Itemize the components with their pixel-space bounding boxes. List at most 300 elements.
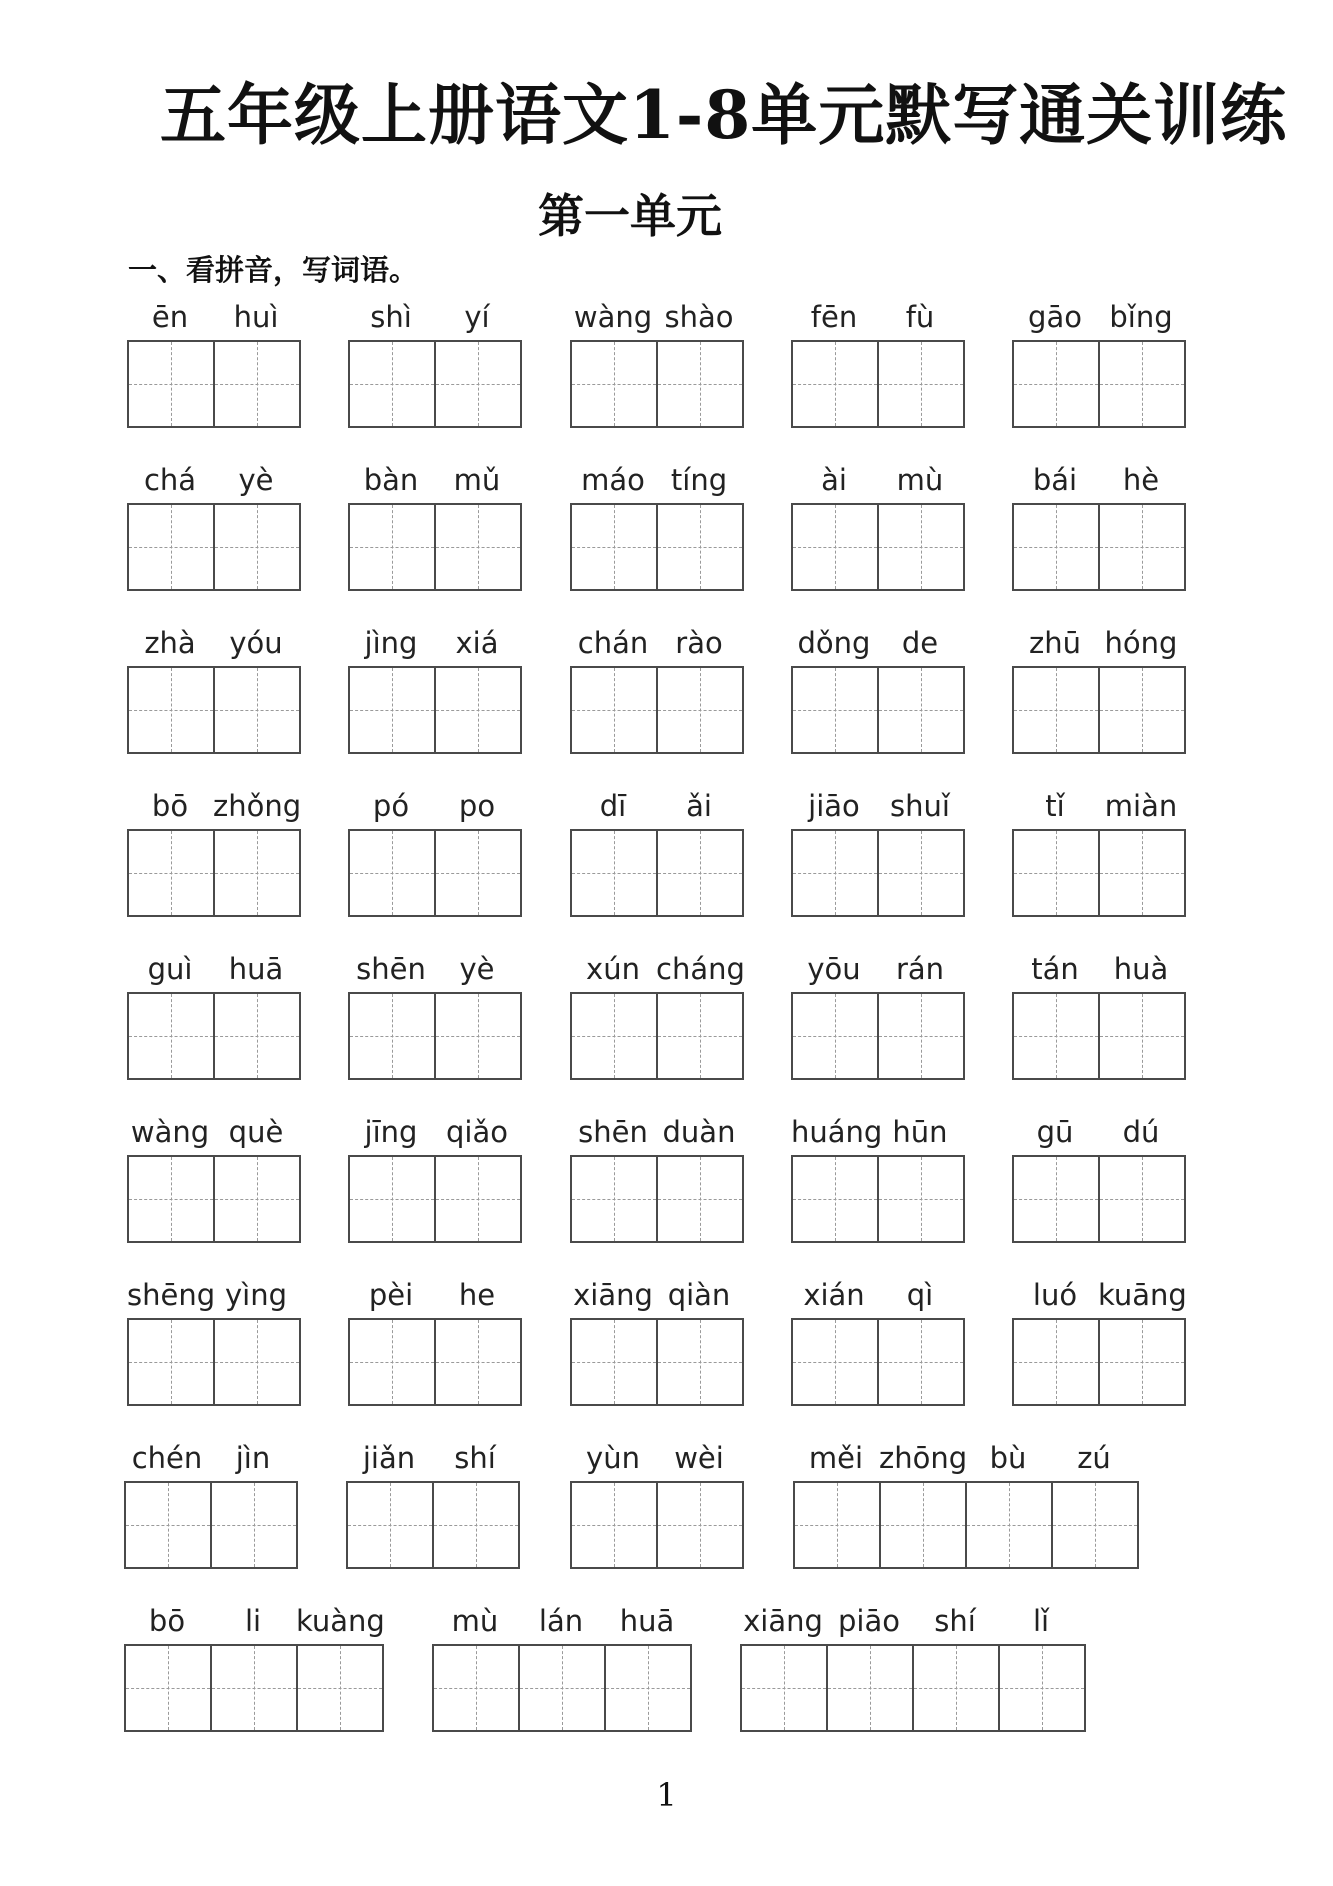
- writing-box-group: [348, 1318, 522, 1406]
- tianzige-writing-cell[interactable]: [793, 342, 879, 426]
- pinyin-word-item: [1012, 785, 1186, 917]
- pinyin-row: [348, 459, 522, 503]
- pinyin-syllable: dī: [599, 789, 627, 823]
- tianzige-writing-cell[interactable]: [1014, 1157, 1100, 1241]
- pinyin-row: [791, 459, 965, 503]
- tianzige-writing-cell[interactable]: [658, 342, 744, 426]
- pinyin-row: [791, 296, 965, 340]
- pinyin-syllable: wàng: [573, 300, 653, 334]
- tianzige-writing-cell[interactable]: [129, 505, 215, 589]
- pinyin-word-item: [570, 948, 744, 1080]
- tianzige-writing-cell[interactable]: [1100, 505, 1186, 589]
- tianzige-writing-cell[interactable]: [793, 994, 879, 1078]
- tianzige-writing-cell[interactable]: [1014, 831, 1100, 915]
- tianzige-writing-cell[interactable]: [658, 505, 744, 589]
- pinyin-row: [570, 459, 744, 503]
- writing-box-group: [127, 503, 301, 591]
- pinyin-syllable: po: [458, 789, 496, 823]
- tianzige-writing-cell[interactable]: [1014, 342, 1100, 426]
- pinyin-word-item: [740, 1600, 1086, 1732]
- pinyin-word-item: [570, 1274, 744, 1406]
- pinyin-word-item: [127, 1111, 301, 1243]
- pinyin-row: [791, 785, 965, 829]
- tianzige-writing-cell[interactable]: [129, 1157, 215, 1241]
- tianzige-writing-cell[interactable]: [298, 1646, 384, 1730]
- tianzige-writing-cell[interactable]: [436, 1157, 522, 1241]
- tianzige-writing-cell[interactable]: [436, 342, 522, 426]
- tianzige-writing-cell[interactable]: [436, 505, 522, 589]
- pinyin-word-item: [1012, 1111, 1186, 1243]
- pinyin-syllable: huā: [228, 952, 284, 986]
- pinyin-word-item: [791, 785, 965, 917]
- pinyin-word-item: [348, 459, 522, 591]
- pinyin-row: [1012, 296, 1186, 340]
- tianzige-writing-cell[interactable]: [1100, 342, 1186, 426]
- pinyin-syllable: cháng: [656, 952, 745, 986]
- pinyin-row: [432, 1600, 692, 1644]
- pinyin-syllable: guì: [147, 952, 193, 986]
- tianzige-writing-cell[interactable]: [1100, 668, 1186, 752]
- pinyin-syllable: yè: [459, 952, 495, 986]
- writing-box-group: [348, 992, 522, 1080]
- tianzige-writing-cell[interactable]: [126, 1646, 212, 1730]
- tianzige-writing-cell[interactable]: [879, 831, 965, 915]
- tianzige-writing-cell[interactable]: [881, 1483, 967, 1567]
- tianzige-writing-cell[interactable]: [436, 668, 522, 752]
- pinyin-word-item: [791, 622, 965, 754]
- pinyin-syllable: shí: [454, 1441, 496, 1475]
- pinyin-syllable: de: [901, 626, 939, 660]
- tianzige-writing-cell[interactable]: [879, 994, 965, 1078]
- pinyin-syllable: tíng: [670, 463, 728, 497]
- pinyin-row: [124, 1437, 298, 1481]
- pinyin-row: [348, 1111, 522, 1155]
- pinyin-row: [348, 1274, 522, 1318]
- pinyin-syllable: ài: [821, 463, 847, 497]
- pinyin-syllable: shēng: [127, 1278, 216, 1312]
- tianzige-writing-cell[interactable]: [1100, 1157, 1186, 1241]
- tianzige-writing-cell[interactable]: [914, 1646, 1000, 1730]
- tianzige-writing-cell[interactable]: [129, 342, 215, 426]
- tianzige-writing-cell[interactable]: [572, 994, 658, 1078]
- tianzige-writing-cell[interactable]: [212, 1483, 298, 1567]
- tianzige-writing-cell[interactable]: [129, 1320, 215, 1404]
- writing-box-group: [432, 1644, 692, 1732]
- pinyin-row: [1012, 1111, 1186, 1155]
- pinyin-syllable: xiāng: [743, 1604, 823, 1638]
- pinyin-syllable: huáng: [791, 1115, 883, 1149]
- writing-box-group: [346, 1481, 520, 1569]
- pinyin-syllable: dǒng: [797, 626, 871, 660]
- pinyin-syllable: jìng: [364, 626, 418, 660]
- tianzige-writing-cell[interactable]: [436, 1320, 522, 1404]
- pinyin-word-item: [793, 1437, 1139, 1569]
- pinyin-syllable: zhà: [144, 626, 196, 660]
- tianzige-writing-cell[interactable]: [879, 668, 965, 752]
- pinyin-word-item: [570, 1111, 744, 1243]
- tianzige-writing-cell[interactable]: [1014, 994, 1100, 1078]
- pinyin-word-item: [1012, 296, 1186, 428]
- tianzige-writing-cell[interactable]: [879, 1157, 965, 1241]
- pinyin-word-item: [570, 622, 744, 754]
- tianzige-writing-cell[interactable]: [434, 1646, 520, 1730]
- tianzige-writing-cell[interactable]: [348, 1483, 434, 1567]
- pinyin-syllable: piāo: [838, 1604, 900, 1638]
- tianzige-writing-cell[interactable]: [658, 831, 744, 915]
- tianzige-writing-cell[interactable]: [1100, 994, 1186, 1078]
- pinyin-word-item: [1012, 622, 1186, 754]
- tianzige-writing-cell[interactable]: [520, 1646, 606, 1730]
- tianzige-writing-cell[interactable]: [215, 994, 301, 1078]
- pinyin-syllable: máo: [581, 463, 645, 497]
- tianzige-writing-cell[interactable]: [1000, 1646, 1086, 1730]
- pinyin-word-item: [348, 785, 522, 917]
- pinyin-word-item: [791, 1274, 965, 1406]
- tianzige-writing-cell[interactable]: [658, 1320, 744, 1404]
- pinyin-syllable: měi: [808, 1441, 864, 1475]
- pinyin-syllable: gū: [1036, 1115, 1074, 1149]
- pinyin-syllable: hūn: [892, 1115, 948, 1149]
- pinyin-row: [346, 1437, 520, 1481]
- pinyin-syllable: què: [228, 1115, 284, 1149]
- pinyin-syllable: yè: [238, 463, 274, 497]
- tianzige-writing-cell[interactable]: [215, 831, 301, 915]
- writing-box-group: [348, 340, 522, 428]
- pinyin-syllable: zhǒng: [213, 789, 302, 823]
- tianzige-writing-cell[interactable]: [658, 668, 744, 752]
- pinyin-word-item: [1012, 459, 1186, 591]
- tianzige-writing-cell[interactable]: [793, 1320, 879, 1404]
- pinyin-word-item: [348, 622, 522, 754]
- pinyin-row: [127, 459, 301, 503]
- pinyin-row: [124, 1600, 384, 1644]
- pinyin-syllable: lán: [538, 1604, 584, 1638]
- pinyin-syllable: zhū: [1029, 626, 1081, 660]
- pinyin-syllable: shí: [934, 1604, 976, 1638]
- pinyin-row: [793, 1437, 1139, 1481]
- tianzige-writing-cell[interactable]: [572, 342, 658, 426]
- pinyin-word-item: [127, 785, 301, 917]
- pinyin-syllable: wàng: [130, 1115, 210, 1149]
- pinyin-word-item: [127, 296, 301, 428]
- writing-box-group: [127, 1155, 301, 1243]
- pinyin-row: [1012, 1274, 1186, 1318]
- tianzige-writing-cell[interactable]: [212, 1646, 298, 1730]
- pinyin-row: [570, 1437, 744, 1481]
- pinyin-syllable: jìn: [235, 1441, 271, 1475]
- pinyin-syllable: bō: [151, 789, 189, 823]
- pinyin-syllable: chán: [577, 626, 649, 660]
- tianzige-writing-cell[interactable]: [129, 831, 215, 915]
- pinyin-syllable: jiāo: [808, 789, 860, 823]
- pinyin-word-item: [127, 948, 301, 1080]
- pinyin-syllable: qiàn: [667, 1278, 731, 1312]
- tianzige-writing-cell[interactable]: [436, 994, 522, 1078]
- pinyin-syllable: yí: [464, 300, 490, 334]
- writing-box-group: [791, 666, 965, 754]
- pinyin-syllable: shēn: [356, 952, 426, 986]
- tianzige-writing-cell[interactable]: [350, 994, 436, 1078]
- pinyin-word-item: [570, 1437, 744, 1569]
- tianzige-writing-cell[interactable]: [572, 1157, 658, 1241]
- pinyin-row: [570, 1111, 744, 1155]
- pinyin-syllable: fù: [905, 300, 935, 334]
- pinyin-syllable: shēn: [578, 1115, 648, 1149]
- pinyin-syllable: lǐ: [1032, 1604, 1050, 1638]
- pinyin-row: [570, 296, 744, 340]
- pinyin-syllable: ǎi: [686, 789, 712, 823]
- page-title: 五年级上册语文1-8单元默写通关训练: [160, 76, 1288, 154]
- pinyin-row: [127, 785, 301, 829]
- pinyin-word-item: [127, 1274, 301, 1406]
- pinyin-syllable: yōu: [807, 952, 861, 986]
- writing-box-group: [124, 1644, 384, 1732]
- tianzige-writing-cell[interactable]: [129, 994, 215, 1078]
- pinyin-row: [127, 622, 301, 666]
- writing-box-group: [348, 666, 522, 754]
- pinyin-row: [348, 296, 522, 340]
- tianzige-writing-cell[interactable]: [350, 1320, 436, 1404]
- pinyin-syllable: wèi: [674, 1441, 724, 1475]
- tianzige-writing-cell[interactable]: [572, 505, 658, 589]
- pinyin-row: [127, 1111, 301, 1155]
- writing-box-group: [1012, 503, 1186, 591]
- section-instruction: 一、看拼音，写词语。: [128, 253, 419, 287]
- pinyin-row: [348, 948, 522, 992]
- writing-box-group: [1012, 1318, 1186, 1406]
- tianzige-writing-cell[interactable]: [879, 505, 965, 589]
- writing-box-group: [791, 829, 965, 917]
- pinyin-syllable: shuǐ: [890, 789, 950, 823]
- pinyin-syllable: qì: [906, 1278, 934, 1312]
- tianzige-writing-cell[interactable]: [658, 1157, 744, 1241]
- pinyin-syllable: rán: [895, 952, 945, 986]
- pinyin-word-item: [791, 459, 965, 591]
- pinyin-syllable: tán: [1031, 952, 1079, 986]
- pinyin-syllable: yùn: [586, 1441, 640, 1475]
- writing-box-group: [570, 666, 744, 754]
- pinyin-row: [570, 948, 744, 992]
- tianzige-writing-cell[interactable]: [879, 1320, 965, 1404]
- pinyin-row: [570, 785, 744, 829]
- pinyin-word-item: [348, 948, 522, 1080]
- writing-box-group: [124, 1481, 298, 1569]
- tianzige-writing-cell[interactable]: [1014, 668, 1100, 752]
- pinyin-word-item: [791, 948, 965, 1080]
- writing-box-group: [348, 829, 522, 917]
- writing-box-group: [791, 1155, 965, 1243]
- pinyin-syllable: zhōng: [879, 1441, 968, 1475]
- writing-box-group: [570, 340, 744, 428]
- pinyin-word-item: [570, 459, 744, 591]
- tianzige-writing-cell[interactable]: [350, 505, 436, 589]
- writing-box-group: [570, 1481, 744, 1569]
- tianzige-writing-cell[interactable]: [126, 1483, 212, 1567]
- pinyin-syllable: miàn: [1104, 789, 1178, 823]
- tianzige-writing-cell[interactable]: [350, 831, 436, 915]
- pinyin-syllable: xiāng: [573, 1278, 653, 1312]
- tianzige-writing-cell[interactable]: [572, 668, 658, 752]
- unit-heading: 第一单元: [538, 189, 722, 243]
- pinyin-row: [791, 1274, 965, 1318]
- pinyin-row: [791, 1111, 965, 1155]
- tianzige-writing-cell[interactable]: [215, 1320, 301, 1404]
- tianzige-writing-cell[interactable]: [742, 1646, 828, 1730]
- pinyin-syllable: zú: [1077, 1441, 1111, 1475]
- tianzige-writing-cell[interactable]: [1100, 1320, 1186, 1404]
- pinyin-word-item: [791, 296, 965, 428]
- writing-box-group: [1012, 1155, 1186, 1243]
- pinyin-syllable: xiá: [455, 626, 499, 660]
- pinyin-word-item: [127, 622, 301, 754]
- pinyin-word-item: [124, 1600, 384, 1732]
- writing-box-group: [570, 503, 744, 591]
- pinyin-word-item: [570, 785, 744, 917]
- pinyin-word-item: [1012, 948, 1186, 1080]
- pinyin-syllable: bù: [989, 1441, 1027, 1475]
- writing-box-group: [570, 1155, 744, 1243]
- pinyin-syllable: hè: [1122, 463, 1160, 497]
- writing-box-group: [570, 992, 744, 1080]
- pinyin-row: [740, 1600, 1086, 1644]
- pinyin-syllable: xián: [803, 1278, 865, 1312]
- pinyin-syllable: dú: [1122, 1115, 1160, 1149]
- writing-box-group: [791, 992, 965, 1080]
- pinyin-syllable: rào: [675, 626, 723, 660]
- tianzige-writing-cell[interactable]: [795, 1483, 881, 1567]
- writing-box-group: [1012, 340, 1186, 428]
- writing-box-group: [740, 1644, 1086, 1732]
- writing-box-group: [791, 340, 965, 428]
- tianzige-writing-cell[interactable]: [967, 1483, 1053, 1567]
- pinyin-syllable: fēn: [810, 300, 858, 334]
- writing-box-group: [127, 992, 301, 1080]
- pinyin-row: [127, 1274, 301, 1318]
- tianzige-writing-cell[interactable]: [606, 1646, 692, 1730]
- pinyin-syllable: shào: [664, 300, 734, 334]
- writing-box-group: [127, 1318, 301, 1406]
- pinyin-syllable: bǐng: [1109, 300, 1173, 334]
- pinyin-syllable: chá: [143, 463, 197, 497]
- tianzige-writing-cell[interactable]: [436, 831, 522, 915]
- pinyin-syllable: chén: [131, 1441, 203, 1475]
- pinyin-row: [1012, 948, 1186, 992]
- pinyin-syllable: hóng: [1104, 626, 1178, 660]
- pinyin-word-item: [791, 1111, 965, 1243]
- tianzige-writing-cell[interactable]: [215, 505, 301, 589]
- tianzige-writing-cell[interactable]: [793, 831, 879, 915]
- writing-box-group: [570, 829, 744, 917]
- tianzige-writing-cell[interactable]: [1014, 1320, 1100, 1404]
- tianzige-writing-cell[interactable]: [434, 1483, 520, 1567]
- tianzige-writing-cell[interactable]: [828, 1646, 914, 1730]
- tianzige-writing-cell[interactable]: [215, 668, 301, 752]
- tianzige-writing-cell[interactable]: [215, 1157, 301, 1241]
- writing-box-group: [570, 1318, 744, 1406]
- pinyin-syllable: bái: [1032, 463, 1078, 497]
- pinyin-syllable: mǔ: [453, 463, 501, 497]
- pinyin-syllable: tǐ: [1045, 789, 1065, 823]
- pinyin-row: [127, 948, 301, 992]
- pinyin-syllable: bàn: [363, 463, 419, 497]
- pinyin-syllable: mù: [451, 1604, 499, 1638]
- pinyin-syllable: kuāng: [1098, 1278, 1187, 1312]
- tianzige-writing-cell[interactable]: [1053, 1483, 1139, 1567]
- tianzige-writing-cell[interactable]: [1014, 505, 1100, 589]
- pinyin-syllable: li: [244, 1604, 262, 1638]
- pinyin-row: [127, 296, 301, 340]
- tianzige-writing-cell[interactable]: [350, 668, 436, 752]
- tianzige-writing-cell[interactable]: [572, 1320, 658, 1404]
- pinyin-syllable: he: [458, 1278, 496, 1312]
- pinyin-word-item: [348, 1111, 522, 1243]
- pinyin-row: [570, 1274, 744, 1318]
- pinyin-syllable: yìng: [224, 1278, 287, 1312]
- pinyin-row: [570, 622, 744, 666]
- writing-box-group: [127, 666, 301, 754]
- writing-box-group: [348, 503, 522, 591]
- pinyin-syllable: qiǎo: [446, 1115, 508, 1149]
- writing-box-group: [127, 829, 301, 917]
- writing-box-group: [791, 1318, 965, 1406]
- tianzige-writing-cell[interactable]: [793, 505, 879, 589]
- pinyin-syllable: ēn: [151, 300, 189, 334]
- pinyin-row: [1012, 622, 1186, 666]
- pinyin-syllable: mù: [896, 463, 944, 497]
- tianzige-writing-cell[interactable]: [879, 342, 965, 426]
- pinyin-word-item: [348, 1274, 522, 1406]
- pinyin-row: [348, 622, 522, 666]
- pinyin-syllable: kuàng: [296, 1604, 385, 1638]
- pinyin-row: [1012, 459, 1186, 503]
- writing-box-group: [348, 1155, 522, 1243]
- writing-box-group: [791, 503, 965, 591]
- pinyin-syllable: jīng: [364, 1115, 418, 1149]
- tianzige-writing-cell[interactable]: [129, 668, 215, 752]
- pinyin-syllable: yóu: [229, 626, 283, 660]
- pinyin-word-item: [346, 1437, 520, 1569]
- tianzige-writing-cell[interactable]: [793, 1157, 879, 1241]
- tianzige-writing-cell[interactable]: [215, 342, 301, 426]
- tianzige-writing-cell[interactable]: [658, 994, 744, 1078]
- pinyin-word-item: [570, 296, 744, 428]
- tianzige-writing-cell[interactable]: [1100, 831, 1186, 915]
- pinyin-syllable: luó: [1032, 1278, 1078, 1312]
- pinyin-row: [1012, 785, 1186, 829]
- writing-box-group: [1012, 992, 1186, 1080]
- pinyin-syllable: huì: [233, 300, 279, 334]
- pinyin-word-item: [348, 296, 522, 428]
- tianzige-writing-cell[interactable]: [350, 1157, 436, 1241]
- tianzige-writing-cell[interactable]: [793, 668, 879, 752]
- tianzige-writing-cell[interactable]: [572, 831, 658, 915]
- pinyin-row: [791, 622, 965, 666]
- pinyin-row: [348, 785, 522, 829]
- tianzige-writing-cell[interactable]: [572, 1483, 658, 1567]
- pinyin-syllable: huà: [1113, 952, 1169, 986]
- writing-box-group: [1012, 829, 1186, 917]
- pinyin-syllable: duàn: [662, 1115, 736, 1149]
- pinyin-syllable: shì: [370, 300, 412, 334]
- tianzige-writing-cell[interactable]: [658, 1483, 744, 1567]
- pinyin-row: [791, 948, 965, 992]
- page-number: 1: [656, 1776, 677, 1814]
- tianzige-writing-cell[interactable]: [350, 342, 436, 426]
- writing-box-group: [127, 340, 301, 428]
- pinyin-syllable: pèi: [368, 1278, 414, 1312]
- pinyin-word-item: [1012, 1274, 1186, 1406]
- pinyin-syllable: pó: [372, 789, 410, 823]
